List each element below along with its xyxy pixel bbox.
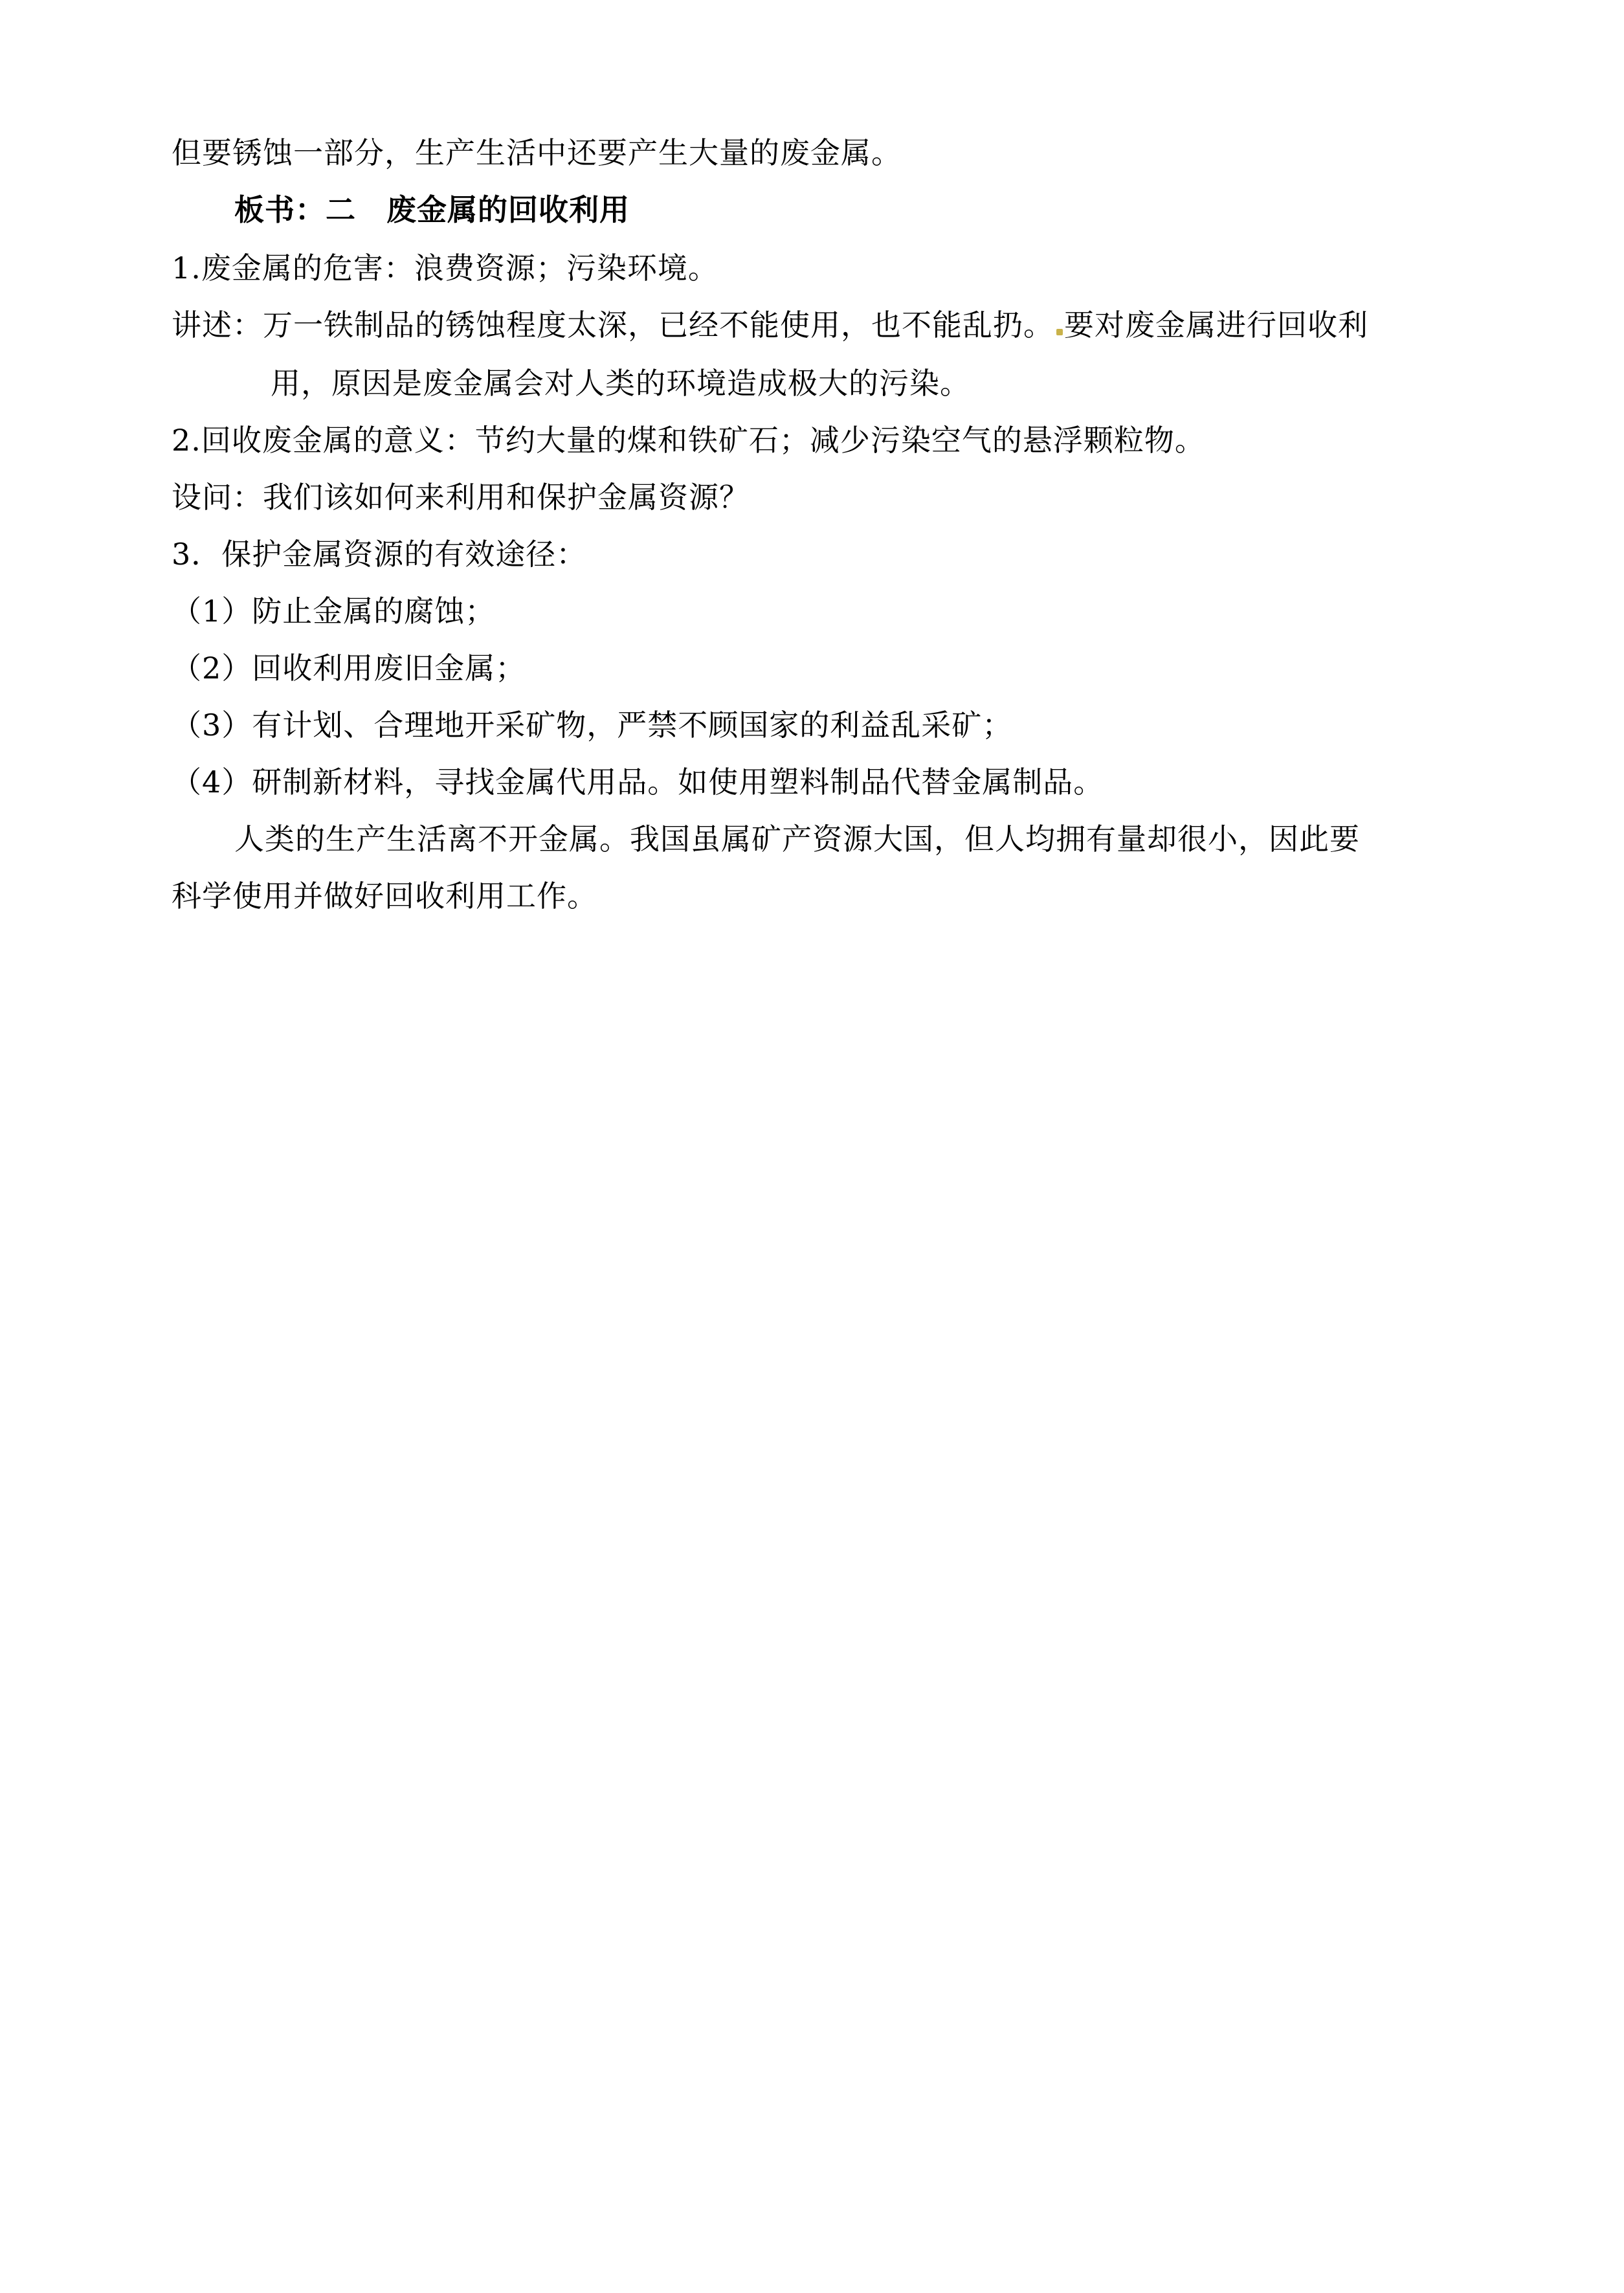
narration-part-2: 要对废金属进行回收利 xyxy=(1064,308,1368,342)
list-item-2: （2）回收利用废旧金属； xyxy=(172,651,526,686)
text-line-significance: 2.回收废金属的意义：节约大量的煤和铁矿石；减少污染空气的悬浮颗粒物。 xyxy=(172,423,1205,458)
text-line-continuation: 但要锈蚀一部分，生产生活中还要产生大量的废金属。 xyxy=(172,135,902,170)
narration-part-1: 讲述：万一铁制品的锈蚀程度太深，已经不能使用，也不能乱扔。 xyxy=(172,308,1054,342)
text-line-conclusion: 人类的生产生活离不开金属。我国虽属矿产资源大国，但人均拥有量却很小，因此要 xyxy=(234,822,1360,856)
text-line-narration xyxy=(172,307,1368,343)
list-item-4: （4）研制新材料，寻找金属代用品。如使用塑料制品代替金属制品。 xyxy=(172,765,1104,800)
text-line-narration-cont: 用，原因是废金属会对人类的环境造成极大的污染。 xyxy=(271,366,970,401)
text-line-conclusion-cont: 科学使用并做好回收利用工作。 xyxy=(172,878,597,913)
text-line-hazards: 1.废金属的危害：浪费资源；污染环境。 xyxy=(172,251,718,285)
list-item-1: （1）防止金属的腐蚀； xyxy=(172,594,496,629)
list-item-3: （3）有计划、合理地开采矿物，严禁不顾国家的利益乱采矿； xyxy=(172,708,1013,743)
section-heading: 板书：二 废金属的回收利用 xyxy=(234,192,630,227)
highlight-mark xyxy=(1056,329,1063,335)
text-line-question: 设问：我们该如何来利用和保护金属资源？ xyxy=(172,480,750,515)
text-line-methods-heading: 3．保护金属资源的有效途径： xyxy=(172,537,587,572)
